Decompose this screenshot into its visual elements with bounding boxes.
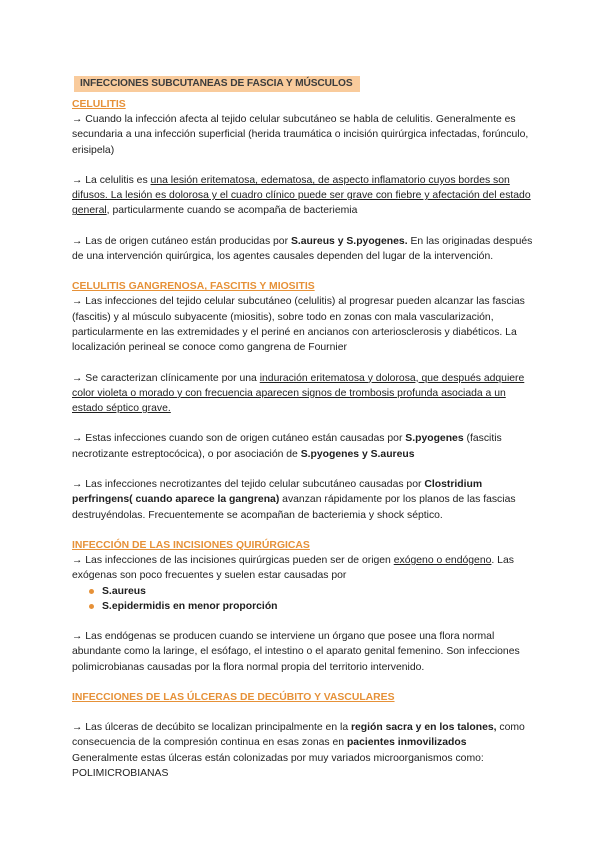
- paragraph: → Cuando la infección afecta al tejido celular subcutáneo se habla de celulitis. Generalmente es secundaria a una infección superficial (herida traumática o incisión quirúrgica infectadas, forúnculo, erisipela): [72, 114, 529, 156]
- paragraph: → Las infecciones del tejido celular subcutáneo (celulitis) al progresar pueden alcanzar las fascias (fascitis) y al músculo subyacente (miositis), sobre todo en zonas con mala vascularización, particularmente en las extremidades y el periné en ancianos con arteriosclerosis y diabéticos. La localización perineal se conoce como gangrena de Fournier: [72, 296, 525, 354]
- document-title: INFECCIONES SUBCUTANEAS DE FASCIA Y MÚSCULOS: [74, 76, 360, 92]
- paragraph: → Las infecciones de las incisiones quirúrgicas pueden ser de origen exógeno o endógeno. Las exógenas son poco frecuentes y suelen estar causadas por: [72, 554, 514, 582]
- arrow-icon: →: [72, 235, 83, 247]
- arrow-icon: →: [72, 433, 83, 445]
- arrow-icon: →: [72, 296, 83, 308]
- arrow-icon: →: [72, 114, 83, 125]
- document-content: [72, 76, 534, 781]
- arrow-icon: →: [72, 554, 83, 566]
- bullet-icon: [89, 604, 94, 609]
- paragraph: → Estas infecciones cuando son de origen cutáneo están causadas por S.pyogenes (fascitis necrotizante estreptocócica), o por asociación de S.pyogenes y S.aureus: [72, 433, 502, 460]
- bullet-list: [72, 584, 534, 615]
- paragraph: → La celulitis es una lesión eritematosa, edematosa, de aspecto inflamatorio cuyos bordes son difusos. La lesión es dolorosa y el cuadro clínico puede ser grave con fiebre y afectación del estado general, particularmente cuando se acompaña de bacteriemia: [72, 174, 531, 217]
- heading-ulceras: INFECCIONES DE LAS ÚLCERAS DE DECÚBITO Y VASCULARES: [72, 692, 395, 704]
- paragraph: → Las de origen cutáneo están producidas por S.aureus y S.pyogenes. En las originadas después de una intervención quirúrgica, los agentes causales dependen del lugar de la intervención.: [72, 235, 533, 263]
- arrow-icon: →: [72, 631, 83, 643]
- arrow-icon: →: [72, 479, 83, 491]
- paragraph: → Se caracterizan clínicamente por una induración eritematosa y dolorosa, que después adquiere color violeta o morado y con frecuencia aparecen signos de trombosis profunda asociada a un estado séptico grave.: [72, 372, 525, 415]
- arrow-icon: →: [72, 372, 83, 384]
- list-item: S.aureus: [89, 584, 534, 599]
- list-item: S.epidermidis en menor proporción: [89, 599, 534, 614]
- arrow-icon: →: [72, 174, 83, 186]
- paragraph: → Las úlceras de decúbito se localizan principalmente en la región sacra y en los talones, como consecuencia de la compresión continua en esas zonas en pacientes inmovilizados Generalmente estas úlceras están colonizadas por muy variados microorganismos como: POLIMICROBIANAS: [72, 722, 525, 779]
- heading-incisiones-quirurgicas: INFECCIÓN DE LAS INCISIONES QUIRÚRGICAS: [72, 539, 310, 551]
- heading-celulitis: CELULITIS: [72, 99, 126, 110]
- paragraph: → Las infecciones necrotizantes del tejido celular subcutáneo causadas por Clostridium perfringens( cuando aparece la gangrena) avanzan rápidamente por los planos de las fascias destruyéndolas. Frecuentemente se acompañan de bacteriemia y shock séptico.: [72, 479, 516, 521]
- arrow-icon: →: [72, 722, 83, 734]
- heading-celulitis-gangrenosa: CELULITIS GANGRENOSA, FASCITIS Y MIOSITIS: [72, 281, 315, 293]
- bullet-icon: [89, 589, 94, 594]
- paragraph: → Las endógenas se producen cuando se interviene un órgano que posee una flora normal abundante como la laringe, el esófago, el intestino o el aparato genital femenino. Son infecciones polimicrobianas causadas por la flora normal propia del territorio intervenido.: [72, 631, 520, 673]
